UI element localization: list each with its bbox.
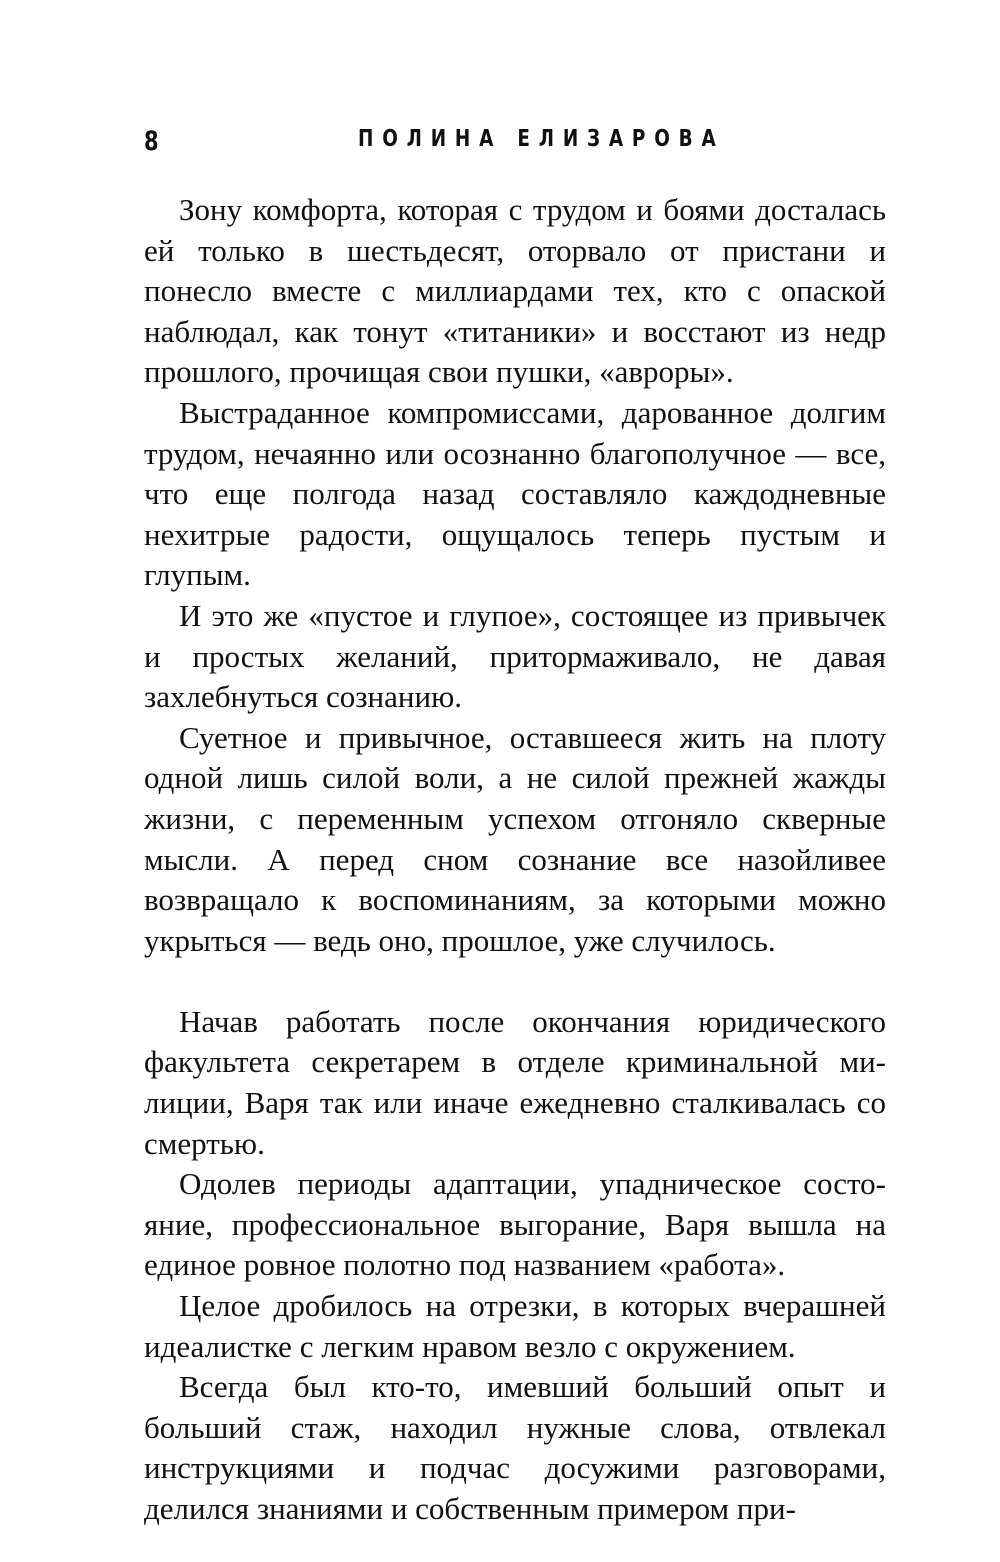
page-header — [140, 126, 880, 166]
paragraph: И это же «пустое и глупое», состоящее из привычек и простых желаний, притормаживало, не давая захлебнуться сознанию. — [144, 597, 886, 715]
paragraph: Выстраданное компромиссами, дарованное долгим трудом, нечаянно или осознанно благополучное — все, что еще полгода назад составляло каждодневные нехитрые радости, ощущалось теперь пустым и глупым. — [144, 394, 886, 593]
body-text — [144, 190, 886, 1530]
paragraph: Целое дробилось на отрезки, в которых вчерашней идеалистке с легким нравом везло с окружением. — [144, 1288, 886, 1364]
paragraph: Всегда был кто-то, имевший больший опыт и больший стаж, находил нужные слова, отвлекал инструкциями и подчас досужими разговорами, делился знаниями и собственным примером при- — [144, 1369, 886, 1526]
page-number: 8 — [144, 126, 160, 157]
paragraph: Зону комфорта, которая с трудом и боями досталась ей только в шестьдесят, оторвало от пристани и понесло вместе с миллиардами тех, кто с опаской наблюдал, как тонут «титаники» и восстают из недр прошлого, прочищая свои пушки, «авроры». — [144, 192, 886, 390]
paragraph: Одолев периоды адаптации, упадническое состояние, профессиональное выгорание, Варя вышла на единое ровное полотно под названием «работа». — [144, 1166, 886, 1283]
paragraph: Суетное и привычное, оставшееся жить на плоту одной лишь силой воли, а не силой прежней жажды жизни, с переменным успехом отгоняло скверные мысли. А перед сном сознание все назойливее возвращало к воспоминаниям, за которыми можно укрыться — ведь оно, прошлое, уже случилось. — [144, 719, 886, 958]
paragraph-section-start: Начав работать после окончания юридического факультета секретарем в отделе криминальной милиции, Варя так или иначе ежедневно сталкивалась со смертью. — [144, 1003, 886, 1161]
running-title-author: ПОЛИНА ЕЛИЗАРОВА — [358, 126, 725, 152]
